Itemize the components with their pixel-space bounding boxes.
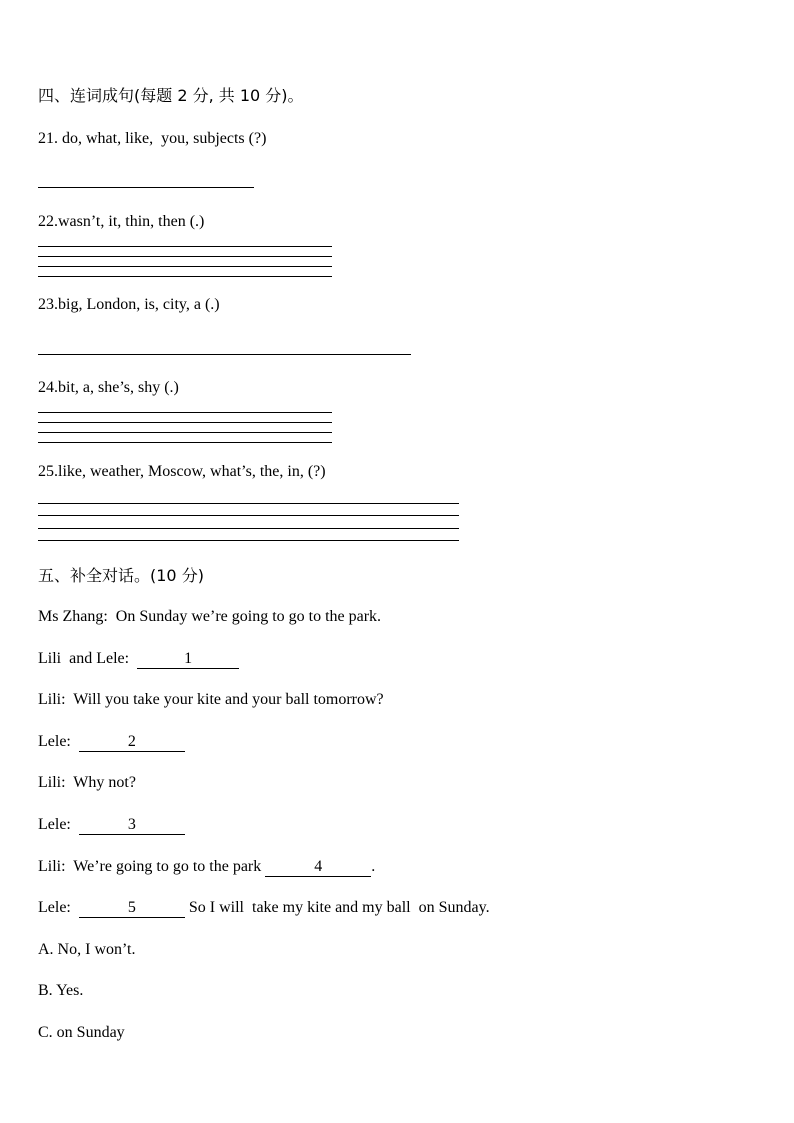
section-4-title: 四、连词成句(每题 2 分, 共 10 分)。 [38, 86, 304, 105]
option-a: A. No, I won’t. [38, 941, 136, 958]
dialogue-line-3 [38, 690, 384, 710]
answer-line-22b[interactable] [38, 256, 332, 257]
option-b: B. Yes. [38, 982, 84, 999]
dialogue-punctuation: . [371, 858, 376, 875]
answer-line-24d[interactable] [38, 442, 332, 443]
question-22: 22.wasn’t, it, thin, then (.) [38, 213, 205, 230]
answer-line-24b[interactable] [38, 422, 332, 423]
section-5-title: 五、补全对话。(10 分) [38, 566, 204, 585]
dialogue-line-8 [38, 898, 490, 918]
answer-line-23[interactable] [38, 354, 411, 355]
dialogue-line-7 [38, 857, 375, 877]
question-25: 25.like, weather, Moscow, what’s, the, in, (?) [38, 463, 326, 480]
question-23: 23.big, London, is, city, a (.) [38, 296, 220, 313]
answer-line-24c[interactable] [38, 432, 332, 433]
dialogue-text: Ms Zhang: On Sunday we’re going to go to the park. [38, 608, 382, 625]
question-24: 24.bit, a, she’s, shy (.) [38, 379, 179, 396]
dialogue-line-6 [38, 815, 185, 835]
answer-line-25d[interactable] [38, 540, 459, 541]
blank-3[interactable]: 3 [79, 816, 185, 835]
option-c: C. on Sunday [38, 1024, 125, 1041]
blank-4[interactable]: 4 [265, 858, 371, 877]
dialogue-text: Lili: We’re going to go to the park [38, 858, 266, 875]
answer-line-25b[interactable] [38, 515, 459, 516]
dialogue-line-4 [38, 732, 185, 752]
dialogue-line-5 [38, 773, 136, 793]
dialogue-text: So I will take my kite and my ball on Sunday. [184, 899, 490, 916]
question-21: 21. do, what, like, you, subjects (?) [38, 130, 267, 147]
blank-5[interactable]: 5 [79, 899, 185, 918]
dialogue-speaker: Lele: [38, 899, 79, 916]
answer-line-22d[interactable] [38, 276, 332, 277]
dialogue-speaker: Lele: [38, 816, 79, 833]
blank-1[interactable]: 1 [137, 650, 239, 669]
dialogue-text: Lili: Why not? [38, 774, 136, 791]
answer-line-24a[interactable] [38, 412, 332, 413]
dialogue-line-2 [38, 649, 239, 669]
answer-line-25a[interactable] [38, 503, 459, 504]
blank-2[interactable]: 2 [79, 733, 185, 752]
answer-line-25c[interactable] [38, 528, 459, 529]
answer-line-22a[interactable] [38, 246, 332, 247]
answer-line-21[interactable] [38, 187, 254, 188]
dialogue-text: Lili: Will you take your kite and your ball tomorrow? [38, 691, 384, 708]
dialogue-line-1 [38, 607, 381, 627]
dialogue-speaker: Lili and Lele: [38, 650, 138, 667]
answer-line-22c[interactable] [38, 266, 332, 267]
dialogue-speaker: Lele: [38, 733, 79, 750]
